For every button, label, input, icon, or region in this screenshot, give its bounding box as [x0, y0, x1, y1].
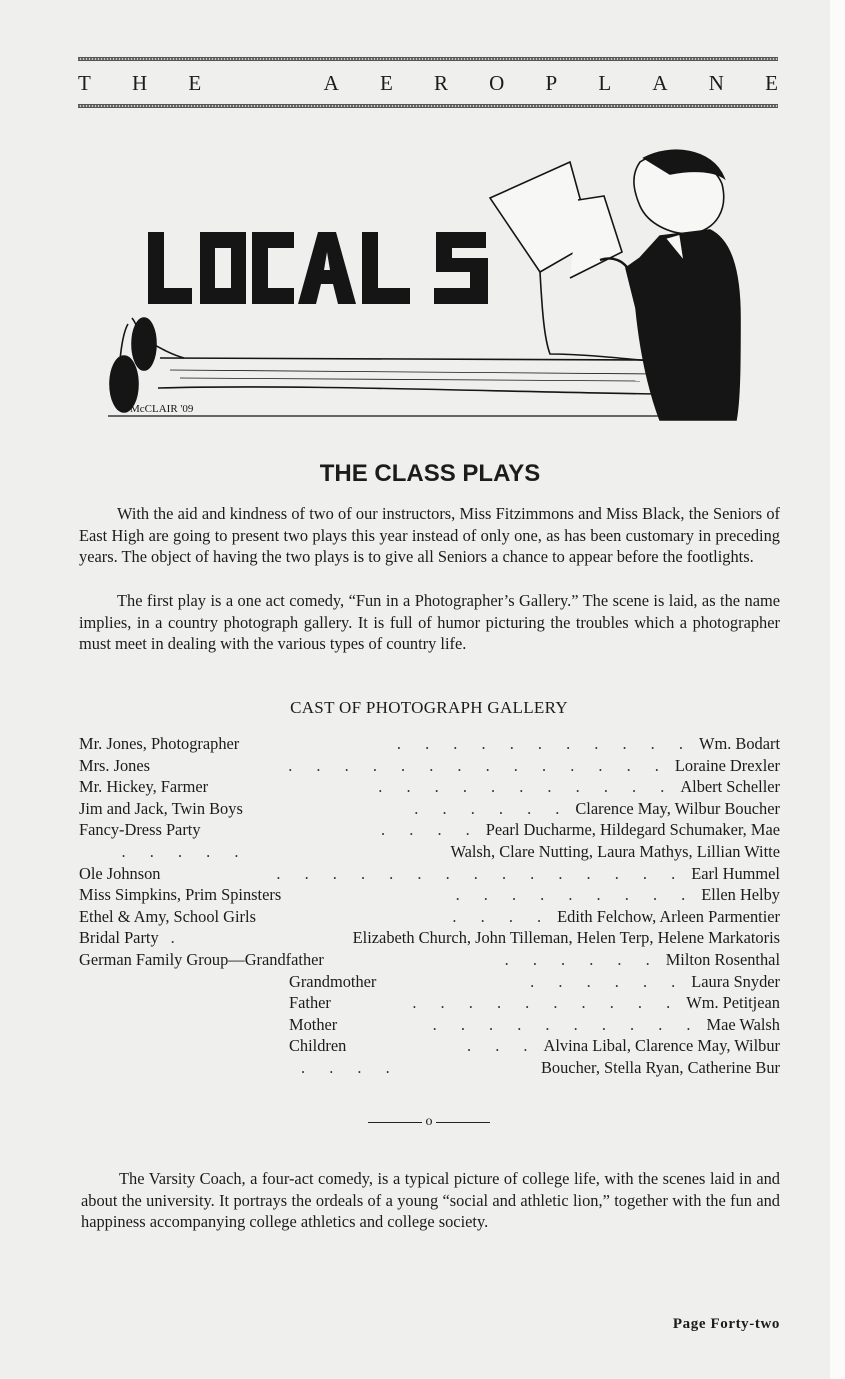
locals-banner-illustration: [100, 148, 750, 433]
cast-leader-dots: . . . . . .: [504, 949, 660, 969]
cast-leader-dots: . . . .: [381, 820, 480, 840]
cast-actor: Edith Felchow, Arleen Parmentier: [557, 906, 780, 926]
cast-actor: Albert Scheller: [680, 777, 780, 797]
cast-leader-dots: . . . .: [301, 1057, 400, 1077]
cast-actor: Mae Walsh: [706, 1014, 780, 1034]
cast-leader-dots: . . . . . .: [414, 798, 570, 818]
masthead-letter: N: [708, 71, 724, 95]
cast-row: [79, 798, 780, 820]
masthead-letter: A: [652, 71, 668, 95]
cast-leader-dots: . . . . . . . . . . . . . . .: [276, 863, 686, 883]
cast-row: [79, 733, 780, 755]
section-separator: o: [368, 1112, 490, 1132]
masthead-letter: E: [188, 71, 202, 95]
cast-role: Mrs. Jones: [79, 755, 151, 775]
masthead-letter: L: [598, 71, 612, 95]
masthead-rule-top: [78, 57, 778, 61]
cast-actor: Loraine Drexler: [674, 755, 780, 775]
cast-row: [79, 819, 780, 841]
cast-role: Bridal Party: [79, 928, 159, 948]
cast-leader-dots: . . . .: [452, 906, 552, 926]
cast-actor: Ellen Helby: [701, 885, 780, 905]
cast-leader-dots: . . . . . . . . . .: [432, 1014, 701, 1034]
cast-leader-dots: . . . . . . . . . .: [412, 993, 681, 1013]
cast-actor: Clarence May, Wilbur Boucher: [575, 798, 780, 818]
cast-actor: Elizabeth Church, John Tilleman, Helen Terp, Helene Markatoris: [352, 928, 780, 948]
cast-role: German Family Group—Grandfather: [79, 949, 324, 969]
cast-actor: Walsh, Clare Nutting, Laura Mathys, Lillian Witte: [450, 841, 780, 861]
cast-role: Mother: [289, 1014, 338, 1034]
cast-row: [79, 1014, 780, 1036]
cast-row: [79, 755, 780, 777]
masthead-letter: E: [379, 71, 393, 95]
masthead-letter: A: [323, 71, 339, 95]
cast-role: Mr. Jones, Photographer: [79, 734, 240, 753]
page-number: Page Forty-two: [672, 1316, 780, 1332]
cast-row: [79, 992, 780, 1014]
cast-row: [79, 863, 780, 885]
locals-lettering: [148, 232, 488, 304]
cast-leader-dots: . . . . . . . . . . . . . .: [288, 755, 669, 775]
cast-role: Jim and Jack, Twin Boys: [79, 798, 243, 818]
cast-actor: Wm. Bodart: [698, 734, 780, 753]
cast-leader-dots: . . . . . . . . . . .: [378, 777, 675, 797]
cast-leader-dots: . . . . . . . . . . .: [396, 734, 693, 753]
cast-actor: Pearl Ducharme, Hildegard Schumaker, Mae: [485, 820, 780, 840]
cast-heading: CAST OF PHOTOGRAPH GALLERY: [290, 698, 568, 717]
cast-role: Mr. Hickey, Farmer: [79, 777, 209, 797]
cast-row: [79, 1035, 780, 1057]
masthead-letter: P: [545, 71, 558, 95]
cast-list: [79, 733, 780, 1079]
masthead-letter: H: [132, 71, 148, 95]
cast-role: Miss Simpkins, Prim Spinsters: [79, 885, 282, 905]
artist-signature: McCLAIR '09: [130, 403, 194, 415]
first-play-paragraph: The first play is a one act comedy, “Fun in a Photographer’s Gallery.” The scene is laid, as the name implies, in a country photograph gallery. It is full of humor picturing the troubles which a photographer must meet in dealing with the various types of country life.: [79, 591, 780, 654]
cast-leader-dots: . . . . . . . . .: [455, 885, 696, 905]
cast-row: [79, 971, 780, 993]
cast-row: [79, 949, 780, 971]
cast-leader-dots: . . .: [467, 1036, 538, 1056]
cast-actor: Laura Snyder: [691, 971, 780, 991]
cast-row: [79, 884, 780, 906]
cast-actor: Alvina Libal, Clarence May, Wilbur: [543, 1036, 780, 1056]
cast-actor: Milton Rosenthal: [665, 949, 780, 969]
cast-actor: Boucher, Stella Ryan, Catherine Bur: [540, 1057, 780, 1077]
cast-role: Fancy-Dress Party: [79, 820, 201, 840]
cast-leader-dots: . . . . . .: [530, 971, 686, 991]
masthead-rule-bottom: [78, 104, 778, 108]
cast-role: Children: [289, 1036, 347, 1056]
cast-role: Grandmother: [289, 971, 377, 991]
cast-role: Ethel & Amy, School Girls: [79, 906, 256, 926]
masthead-letter: T: [78, 71, 91, 95]
masthead-letter: E: [765, 71, 778, 95]
page-edge: [830, 0, 845, 1379]
cast-role: Father: [289, 993, 331, 1013]
cast-leader-dots: . . . . .: [121, 841, 249, 861]
cast-row-continuation: [79, 841, 780, 863]
cast-row: [79, 927, 780, 949]
second-play-paragraph: The Varsity Coach, a four-act comedy, is a typical picture of college life, with the scenes laid in and about the university. It portrays the ordeals of a young “social and athletic lion,” together with the fun and happiness accompanying college athletics and college society.: [81, 1169, 780, 1232]
cast-row-continuation: [79, 1057, 780, 1079]
page-title: THE CLASS PLAYS: [319, 460, 541, 487]
cast-actor: Wm. Petitjean: [686, 993, 780, 1013]
cast-actor: Earl Hummel: [691, 863, 780, 883]
cast-row: [79, 906, 780, 928]
cast-leader-dots: .: [170, 928, 185, 948]
masthead-letter: R: [433, 71, 448, 95]
masthead: [78, 71, 778, 99]
cast-role: Ole Johnson: [79, 863, 161, 883]
intro-paragraph: With the aid and kindness of two of our instructors, Miss Fitzimmons and Miss Black, the Seniors of East High are going to present two plays this year instead of only one, as has been customary in preceding years. The object of having the two plays is to give all Seniors a chance to appear before the footlights.: [79, 504, 780, 567]
cast-row: [79, 776, 780, 798]
masthead-letter: O: [489, 71, 505, 95]
